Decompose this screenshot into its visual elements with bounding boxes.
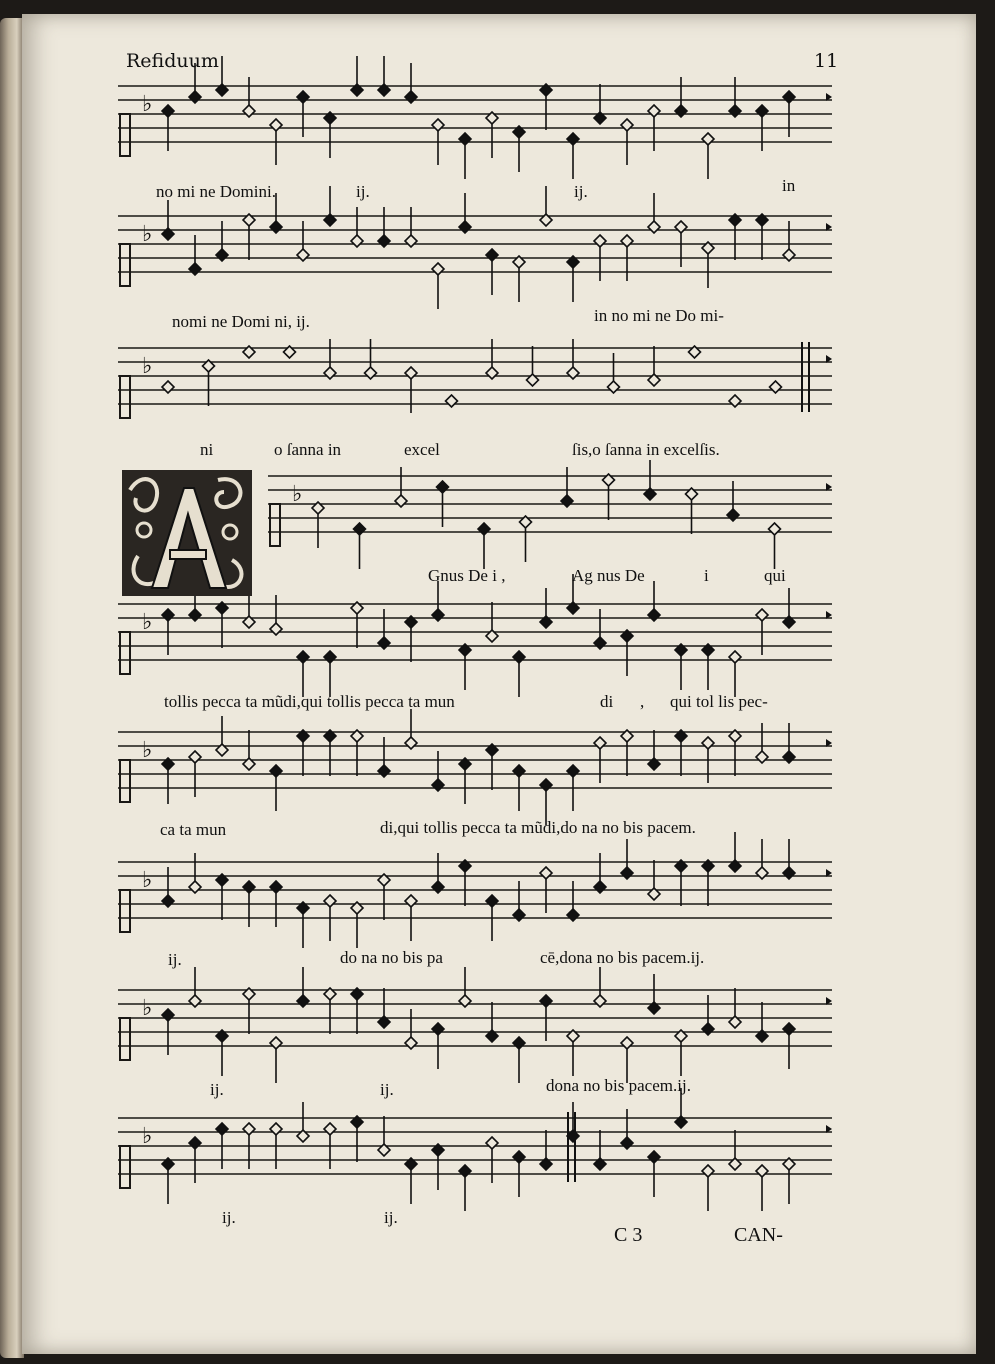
note-head	[756, 105, 768, 117]
note-head	[567, 765, 579, 777]
flat-icon: ♭	[142, 868, 153, 894]
note-head	[702, 737, 714, 749]
note-head	[243, 1123, 255, 1135]
note-head	[459, 133, 471, 145]
note-head	[756, 609, 768, 621]
note-head	[621, 235, 633, 247]
note-head	[486, 895, 498, 907]
note-head	[189, 881, 201, 893]
lyric-12: Ag nus De	[572, 566, 645, 585]
note-head	[297, 995, 309, 1007]
note-head	[727, 509, 739, 521]
note-head	[189, 609, 201, 621]
note-head	[459, 1165, 471, 1177]
note-head	[702, 1165, 714, 1177]
flat-icon: ♭	[142, 222, 153, 248]
note-head	[594, 235, 606, 247]
note-head	[486, 1137, 498, 1149]
note-head	[540, 779, 552, 791]
note-head	[513, 651, 525, 663]
clef-icon	[120, 1018, 130, 1060]
lyric-20: di,qui tollis pecca ta mũdi,do na no bis pacem.	[380, 818, 696, 837]
note-head	[459, 995, 471, 1007]
clef-icon	[120, 244, 130, 286]
note-head	[432, 609, 444, 621]
note-head	[567, 133, 579, 145]
flat-icon: ♭	[142, 92, 153, 118]
clef-icon	[270, 504, 280, 546]
note-head	[783, 751, 795, 763]
decorated-initial-a-icon	[122, 470, 252, 596]
lyric-13: i	[704, 566, 709, 585]
note-head	[446, 395, 458, 407]
note-head	[567, 909, 579, 921]
note-head	[324, 895, 336, 907]
note-head	[702, 1023, 714, 1035]
note-head	[351, 235, 363, 247]
note-head	[405, 737, 417, 749]
lyric-15: tollis pecca ta mũdi,qui tollis pecca ta mun	[164, 692, 455, 711]
note-head	[432, 1023, 444, 1035]
note-head	[783, 249, 795, 261]
note-head	[540, 867, 552, 879]
note-head	[324, 651, 336, 663]
note-head	[378, 235, 390, 247]
note-head	[432, 779, 444, 791]
lyric-22: do na no bis pa	[340, 948, 443, 967]
catchword: CAN-	[734, 1224, 783, 1246]
note-head	[270, 221, 282, 233]
note-head	[770, 381, 782, 393]
note-head	[432, 119, 444, 131]
note-head	[648, 609, 660, 621]
note-head	[189, 751, 201, 763]
note-head	[648, 221, 660, 233]
lyric-17: ,	[640, 692, 645, 711]
lyric-23: cē,dona no bis pacem.ij.	[540, 948, 705, 967]
note-head	[270, 623, 282, 635]
note-head	[675, 105, 687, 117]
lyric-25: ij.	[380, 1080, 394, 1099]
note-head	[783, 91, 795, 103]
lyric-21: ij.	[168, 950, 182, 969]
note-head	[486, 249, 498, 261]
lyric-18: qui tol lis pec-	[670, 692, 768, 711]
note-head	[729, 395, 741, 407]
clef-icon	[120, 114, 130, 156]
note-head	[621, 1137, 633, 1149]
page-number: 11	[814, 50, 839, 72]
note-head	[270, 881, 282, 893]
clef-icon	[120, 760, 130, 802]
note-head	[162, 105, 174, 117]
note-head	[432, 881, 444, 893]
lyric-8: o ſanna in	[274, 440, 342, 459]
note-head	[486, 367, 498, 379]
note-head	[608, 381, 620, 393]
note-head	[648, 105, 660, 117]
note-head	[216, 1123, 228, 1135]
note-head	[513, 765, 525, 777]
note-head	[270, 119, 282, 131]
note-head	[216, 249, 228, 261]
note-head	[729, 105, 741, 117]
lyric-7: ni	[200, 440, 214, 459]
note-head	[297, 249, 309, 261]
lyric-2: ij.	[356, 182, 370, 201]
note-head	[783, 867, 795, 879]
note-head	[729, 651, 741, 663]
note-head	[702, 133, 714, 145]
note-head	[594, 995, 606, 1007]
note-head	[405, 367, 417, 379]
note-head	[243, 105, 255, 117]
note-head	[297, 91, 309, 103]
lyric-11: Gnus De i ,	[428, 566, 506, 585]
note-head	[162, 1009, 174, 1021]
running-title: Refiduum	[126, 50, 219, 72]
lyric-10: ſis,o ſanna in excelſis.	[572, 440, 720, 459]
note-head	[297, 651, 309, 663]
note-head	[594, 737, 606, 749]
note-head	[324, 367, 336, 379]
note-head	[162, 895, 174, 907]
note-head	[478, 523, 490, 535]
lyric-1: no mi ne Domini.	[156, 182, 276, 201]
note-head	[378, 765, 390, 777]
note-head	[437, 481, 449, 493]
note-head	[189, 91, 201, 103]
lyric-28: ij.	[384, 1208, 398, 1227]
note-head	[513, 909, 525, 921]
note-head	[405, 235, 417, 247]
note-head	[365, 367, 377, 379]
lyric-5: nomi ne Domi ni, ij.	[172, 312, 310, 331]
note-head	[189, 263, 201, 275]
note-head	[783, 1023, 795, 1035]
lyric-24: ij.	[210, 1080, 224, 1099]
lyric-16: di	[600, 692, 614, 711]
note-head	[594, 637, 606, 649]
clef-icon	[120, 890, 130, 932]
note-head	[540, 995, 552, 1007]
flat-icon: ♭	[142, 738, 153, 764]
note-head	[675, 221, 687, 233]
note-head	[162, 381, 174, 393]
note-head	[756, 751, 768, 763]
note-head	[270, 765, 282, 777]
clef-icon	[120, 1146, 130, 1188]
note-head	[756, 1165, 768, 1177]
clef-icon	[120, 376, 130, 418]
note-head	[243, 881, 255, 893]
flat-icon: ♭	[292, 482, 303, 508]
note-head	[162, 609, 174, 621]
note-head	[405, 1037, 417, 1049]
note-head	[648, 1151, 660, 1163]
flat-icon: ♭	[142, 354, 153, 380]
note-head	[189, 1137, 201, 1149]
note-head	[270, 1123, 282, 1135]
note-head	[432, 263, 444, 275]
note-head	[621, 119, 633, 131]
note-head	[405, 895, 417, 907]
lyric-4: in	[782, 176, 796, 195]
lyric-19: ca ta mun	[160, 820, 227, 839]
note-head	[513, 1151, 525, 1163]
lyric-9: excel	[404, 440, 440, 459]
note-head	[324, 1123, 336, 1135]
flat-icon: ♭	[142, 610, 153, 636]
note-head	[769, 523, 781, 535]
lyric-14: qui	[764, 566, 786, 585]
note-head	[354, 523, 366, 535]
flat-icon: ♭	[142, 1124, 153, 1150]
note-head	[567, 367, 579, 379]
flat-icon: ♭	[142, 996, 153, 1022]
lyric-26: dona no bis pacem.ij.	[546, 1076, 691, 1095]
note-head	[405, 91, 417, 103]
note-head	[513, 1037, 525, 1049]
lyric-3: ij.	[574, 182, 588, 201]
note-head	[270, 1037, 282, 1049]
note-head	[395, 495, 407, 507]
note-head	[189, 995, 201, 1007]
note-head	[459, 221, 471, 233]
note-head	[756, 867, 768, 879]
note-head	[561, 495, 573, 507]
lyric-6: in no mi ne Do mi-	[594, 306, 724, 325]
signature-mark: C 3	[614, 1224, 643, 1246]
clef-icon	[120, 632, 130, 674]
note-head	[378, 637, 390, 649]
lyric-27: ij.	[222, 1208, 236, 1227]
note-head	[621, 867, 633, 879]
note-head	[621, 1037, 633, 1049]
note-head	[594, 881, 606, 893]
